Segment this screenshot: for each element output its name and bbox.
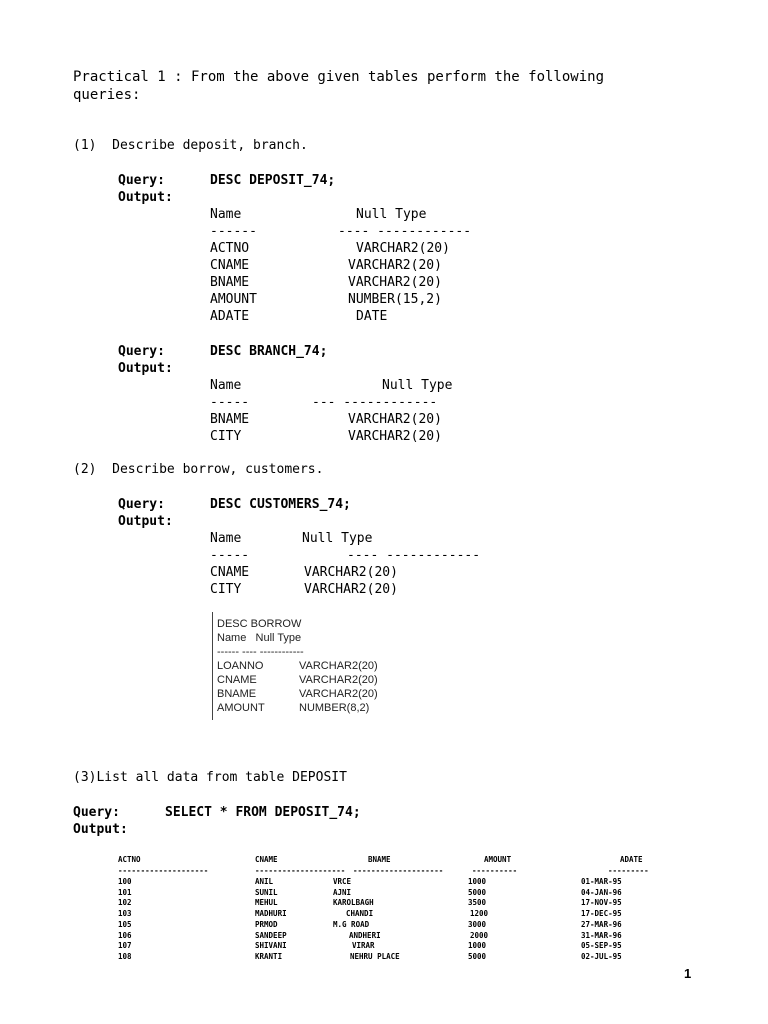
table-cell: 103 — [118, 909, 132, 918]
desc-row-type: VARCHAR2(20) — [356, 241, 450, 256]
table-cell: 107 — [118, 941, 132, 950]
table-cell: 5000 — [468, 888, 487, 897]
shot-row-name: BNAME — [217, 688, 257, 700]
table-cell: KRANTI — [255, 952, 283, 961]
table-cell: 02-JUL-95 — [581, 952, 622, 961]
column-dashes: -------------------- — [118, 866, 209, 875]
table-cell: ANDHERI — [349, 931, 381, 940]
shot-header: Name Null Type — [217, 632, 302, 644]
shot-line: DESC BORROW — [217, 618, 302, 630]
q1-output-label: Output: — [118, 190, 173, 205]
table-cell: 100 — [118, 877, 132, 886]
desc-row-type: VARCHAR2(20) — [304, 582, 398, 597]
q3-query-label: Query: — [73, 805, 120, 820]
desc-row-type: DATE — [356, 309, 388, 324]
table-cell: M.G ROAD — [333, 920, 370, 929]
desc-header-type: Null Type — [302, 531, 373, 546]
column-header: ADATE — [620, 855, 643, 864]
column-dashes: -------------------- — [353, 866, 444, 875]
column-header: ACTNO — [118, 855, 141, 864]
practical-title-cont: queries: — [73, 87, 141, 103]
column-dashes: ---------- — [472, 866, 518, 875]
table-cell: 1200 — [470, 909, 489, 918]
desc-header-name: Name — [210, 207, 242, 222]
table-cell: 3000 — [468, 920, 487, 929]
shot-row-type: NUMBER(8,2) — [299, 702, 370, 714]
table-cell: SHIVANI — [255, 941, 287, 950]
q2-query-label: Query: — [118, 497, 165, 512]
table-cell: 5000 — [468, 952, 487, 961]
q2-heading: (2) Describe borrow, customers. — [73, 462, 324, 477]
desc-header-type: Null Type — [356, 207, 427, 222]
table-cell: 101 — [118, 888, 132, 897]
q1-desc-deposit-query: DESC DEPOSIT_74; — [210, 173, 336, 188]
table-cell: 05-SEP-95 — [581, 941, 622, 950]
table-cell: KAROLBAGH — [333, 898, 374, 907]
table-cell: 17-DEC-95 — [581, 909, 622, 918]
desc-row-type: VARCHAR2(20) — [348, 429, 442, 444]
shot-row-name: AMOUNT — [217, 702, 265, 714]
table-cell: 04-JAN-96 — [581, 888, 622, 897]
table-cell: 105 — [118, 920, 132, 929]
shot-row-type: VARCHAR2(20) — [299, 660, 378, 672]
q3-heading: (3)List all data from table DEPOSIT — [73, 770, 347, 785]
q1-query-label: Query: — [118, 173, 165, 188]
table-cell: ANIL — [255, 877, 274, 886]
q1-heading: (1) Describe deposit, branch. — [73, 138, 308, 153]
desc-row-type: NUMBER(15,2) — [348, 292, 442, 307]
desc-dash-name: ------ — [210, 224, 257, 239]
desc-row-type: VARCHAR2(20) — [304, 565, 398, 580]
table-cell: AJNI — [333, 888, 352, 897]
desc-row-name: ADATE — [210, 309, 250, 324]
desc-row-name: CITY — [210, 582, 242, 597]
desc-row-name: CNAME — [210, 565, 250, 580]
table-cell: MEHUL — [255, 898, 278, 907]
column-header: CNAME — [255, 855, 278, 864]
desc-row-type: VARCHAR2(20) — [348, 275, 442, 290]
table-cell: 31-MAR-96 — [581, 931, 622, 940]
desc-dash-type: --- ------------ — [312, 395, 438, 410]
table-cell: PRMOD — [255, 920, 278, 929]
table-cell: 01-MAR-95 — [581, 877, 622, 886]
desc-header-name: Name — [210, 378, 242, 393]
column-header: AMOUNT — [484, 855, 512, 864]
desc-row-type: VARCHAR2(20) — [348, 412, 442, 427]
practical-title: Practical 1 : From the above given tables perform the following — [73, 69, 605, 85]
table-cell: 27-MAR-96 — [581, 920, 622, 929]
shot-row-name: LOANNO — [217, 660, 264, 672]
q2-output-label: Output: — [118, 514, 173, 529]
table-cell: 1000 — [468, 941, 487, 950]
desc-dash-type: ---- ------------ — [347, 548, 481, 563]
desc-dash-name: ----- — [210, 548, 250, 563]
column-header: BNAME — [368, 855, 391, 864]
desc-header-type: Null Type — [382, 378, 453, 393]
desc-row-name: CNAME — [210, 258, 250, 273]
table-cell: 108 — [118, 952, 132, 961]
q1b-query-label: Query: — [118, 344, 165, 359]
column-dashes: --------- — [608, 866, 649, 875]
desc-header-name: Name — [210, 531, 242, 546]
table-cell: SANDEEP — [255, 931, 287, 940]
shot-dashes: ------ ---- ------------ — [217, 646, 304, 658]
column-dashes: -------------------- — [255, 866, 346, 875]
table-cell: 3500 — [468, 898, 487, 907]
table-cell: VRCE — [333, 877, 352, 886]
q1-desc-branch-query: DESC BRANCH_74; — [210, 344, 328, 359]
q2-desc-customers-query: DESC CUSTOMERS_74; — [210, 497, 351, 512]
shot-row-type: VARCHAR2(20) — [299, 674, 378, 686]
shot-row-name: CNAME — [217, 674, 257, 686]
q3-output-label: Output: — [73, 822, 128, 837]
desc-row-name: BNAME — [210, 412, 250, 427]
table-cell: 1000 — [468, 877, 487, 886]
desc-dash-type: ---- ------------ — [338, 224, 472, 239]
desc-row-type: VARCHAR2(20) — [348, 258, 442, 273]
desc-row-name: ACTNO — [210, 241, 250, 256]
q1b-output-label: Output: — [118, 361, 173, 376]
table-cell: 106 — [118, 931, 132, 940]
desc-row-name: AMOUNT — [210, 292, 257, 307]
table-cell: MADHURI — [255, 909, 287, 918]
table-cell: 17-NOV-95 — [581, 898, 622, 907]
desc-dash-name: ----- — [210, 395, 250, 410]
table-cell: VIRAR — [352, 941, 375, 950]
table-cell: 102 — [118, 898, 132, 907]
desc-borrow-screenshot — [212, 612, 391, 720]
table-cell: 2000 — [470, 931, 489, 940]
page-number: 1 — [684, 966, 692, 981]
q3-select-query: SELECT * FROM DEPOSIT_74; — [165, 805, 361, 820]
desc-row-name: CITY — [210, 429, 242, 444]
table-cell: CHANDI — [346, 909, 374, 918]
table-cell: SUNIL — [255, 888, 278, 897]
table-cell: NEHRU PLACE — [350, 952, 400, 961]
desc-row-name: BNAME — [210, 275, 250, 290]
shot-row-type: VARCHAR2(20) — [299, 688, 378, 700]
